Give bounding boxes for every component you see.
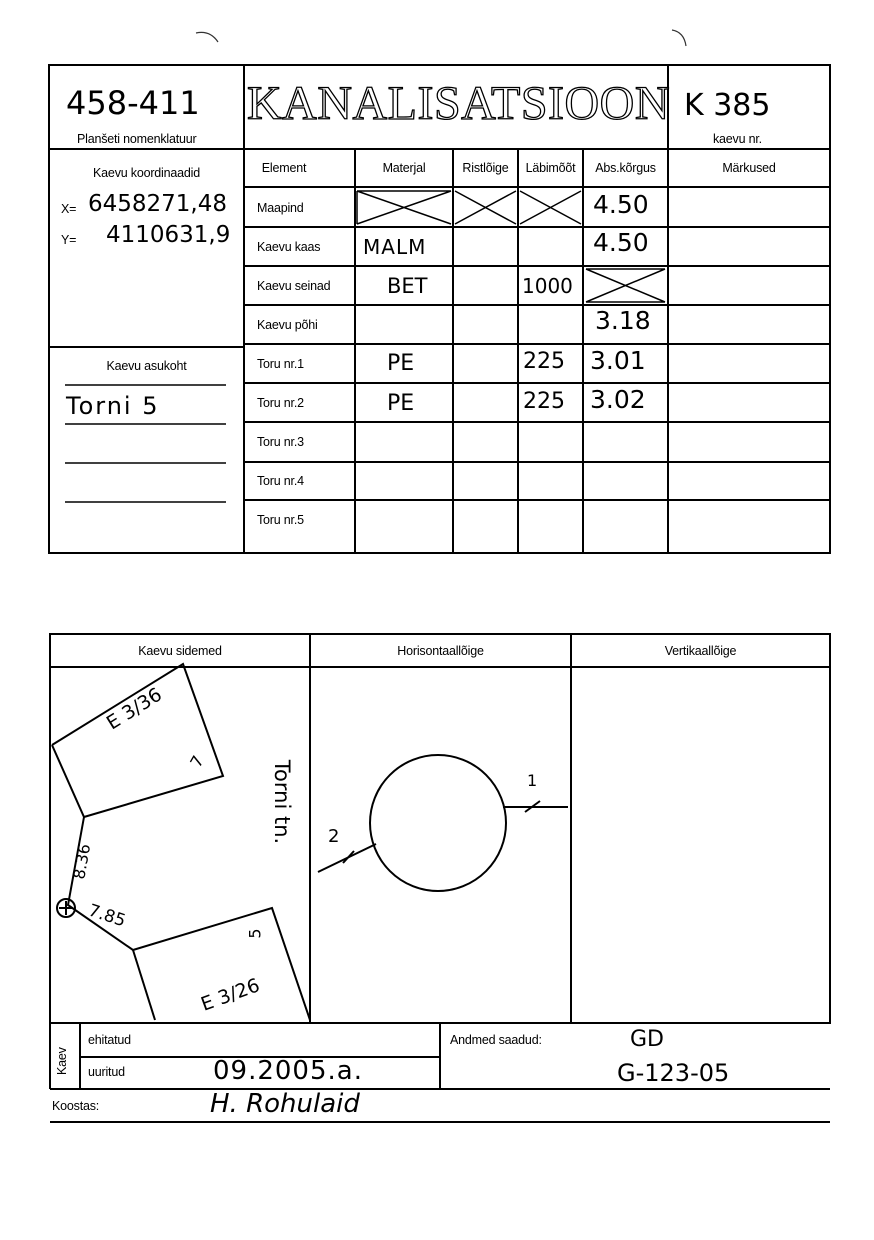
table-row-element: Toru nr.1 (257, 357, 304, 371)
table-row-element: Toru nr.5 (257, 513, 304, 527)
table-row-element: Toru nr.2 (257, 396, 304, 410)
surveyed-value: 09.2005.a. (213, 1056, 363, 1086)
data-received-label: Andmed saadud: (450, 1033, 542, 1047)
header-markused: Märkused (722, 161, 776, 175)
data-received-value-2: G-123-05 (617, 1059, 730, 1087)
sheet-number: 458-411 (66, 84, 200, 122)
sheet-number-label: Planšeti nomenklatuur (77, 132, 197, 146)
distance-2: 7.85 (85, 900, 129, 932)
surveyed-label: uuritud (88, 1065, 125, 1079)
abs-value-toru1: 3.01 (590, 346, 646, 375)
pipe-2-label: 2 (328, 826, 340, 847)
location-label: Kaevu asukoht (106, 359, 187, 373)
building-bottom-label: E 3/26 (198, 974, 263, 1016)
materjal-value-seinad: BET (387, 274, 428, 298)
header-materjal: Materjal (382, 161, 426, 175)
panel-title-sidemed: Kaevu sidemed (138, 644, 222, 658)
footer-side-label: Kaev (55, 1047, 69, 1075)
building-bottom-number: 5 (245, 928, 265, 939)
labimoot-value-toru2: 225 (523, 389, 565, 414)
materjal-value-kaas: MALM (363, 235, 427, 259)
y-value: 4110631,9 (106, 222, 231, 248)
well-number: K 385 (684, 88, 771, 123)
materjal-value-toru1: PE (387, 351, 415, 376)
header-abs-korgus: Abs.kõrgus (595, 161, 656, 175)
x-value: 6458271,48 (88, 191, 228, 217)
compiled-value: H. Rohulaid (210, 1089, 360, 1119)
table-row-element: Toru nr.3 (257, 435, 304, 449)
header-ristloige: Ristlõige (462, 161, 509, 175)
labimoot-value-seinad: 1000 (522, 274, 573, 298)
abs-value-toru2: 3.02 (590, 385, 646, 414)
abs-value-kaas: 4.50 (593, 228, 649, 257)
location-value: Torni 5 (66, 392, 160, 420)
punch-mark-right (672, 30, 686, 46)
distance-1: 8.36 (69, 842, 95, 881)
y-label: Y= (61, 233, 77, 247)
bottom-form-frame (50, 634, 830, 1023)
table-row-element: Kaevu seinad (257, 279, 331, 293)
panel-title-vertikaal: Vertikaallõige (664, 644, 737, 658)
pipe-1-label: 1 (527, 771, 538, 790)
header-labimoot: Läbimõõt (525, 161, 576, 175)
built-label: ehitatud (88, 1033, 131, 1047)
table-row-element: Kaevu kaas (257, 240, 321, 254)
x-label: X= (61, 202, 77, 216)
materjal-value-toru2: PE (387, 391, 415, 416)
building-top-label: E 3/36 (102, 683, 166, 735)
coord-label: Kaevu koordinaadid (93, 166, 200, 180)
table-row-element: Maapind (257, 201, 304, 215)
punch-mark-left (196, 32, 218, 42)
table-row-element: Toru nr.4 (257, 474, 304, 488)
abs-value-maapind: 4.50 (593, 190, 649, 219)
labimoot-value-toru1: 225 (523, 349, 565, 374)
well-circle (370, 755, 506, 891)
panel-title-horisontaal: Horisontaallõige (397, 644, 484, 658)
data-received-value-1: GD (630, 1027, 664, 1052)
well-number-label: kaevu nr. (713, 132, 762, 146)
form-title: KANALISATSIOON (247, 77, 670, 130)
compiled-label: Koostas: (52, 1099, 100, 1113)
table-row-element: Kaevu põhi (257, 318, 318, 332)
abs-value-pohi: 3.18 (595, 306, 651, 335)
header-element: Element (261, 161, 307, 175)
street-label: Torni tn. (270, 759, 295, 845)
building-top-number: 7 (186, 752, 208, 771)
